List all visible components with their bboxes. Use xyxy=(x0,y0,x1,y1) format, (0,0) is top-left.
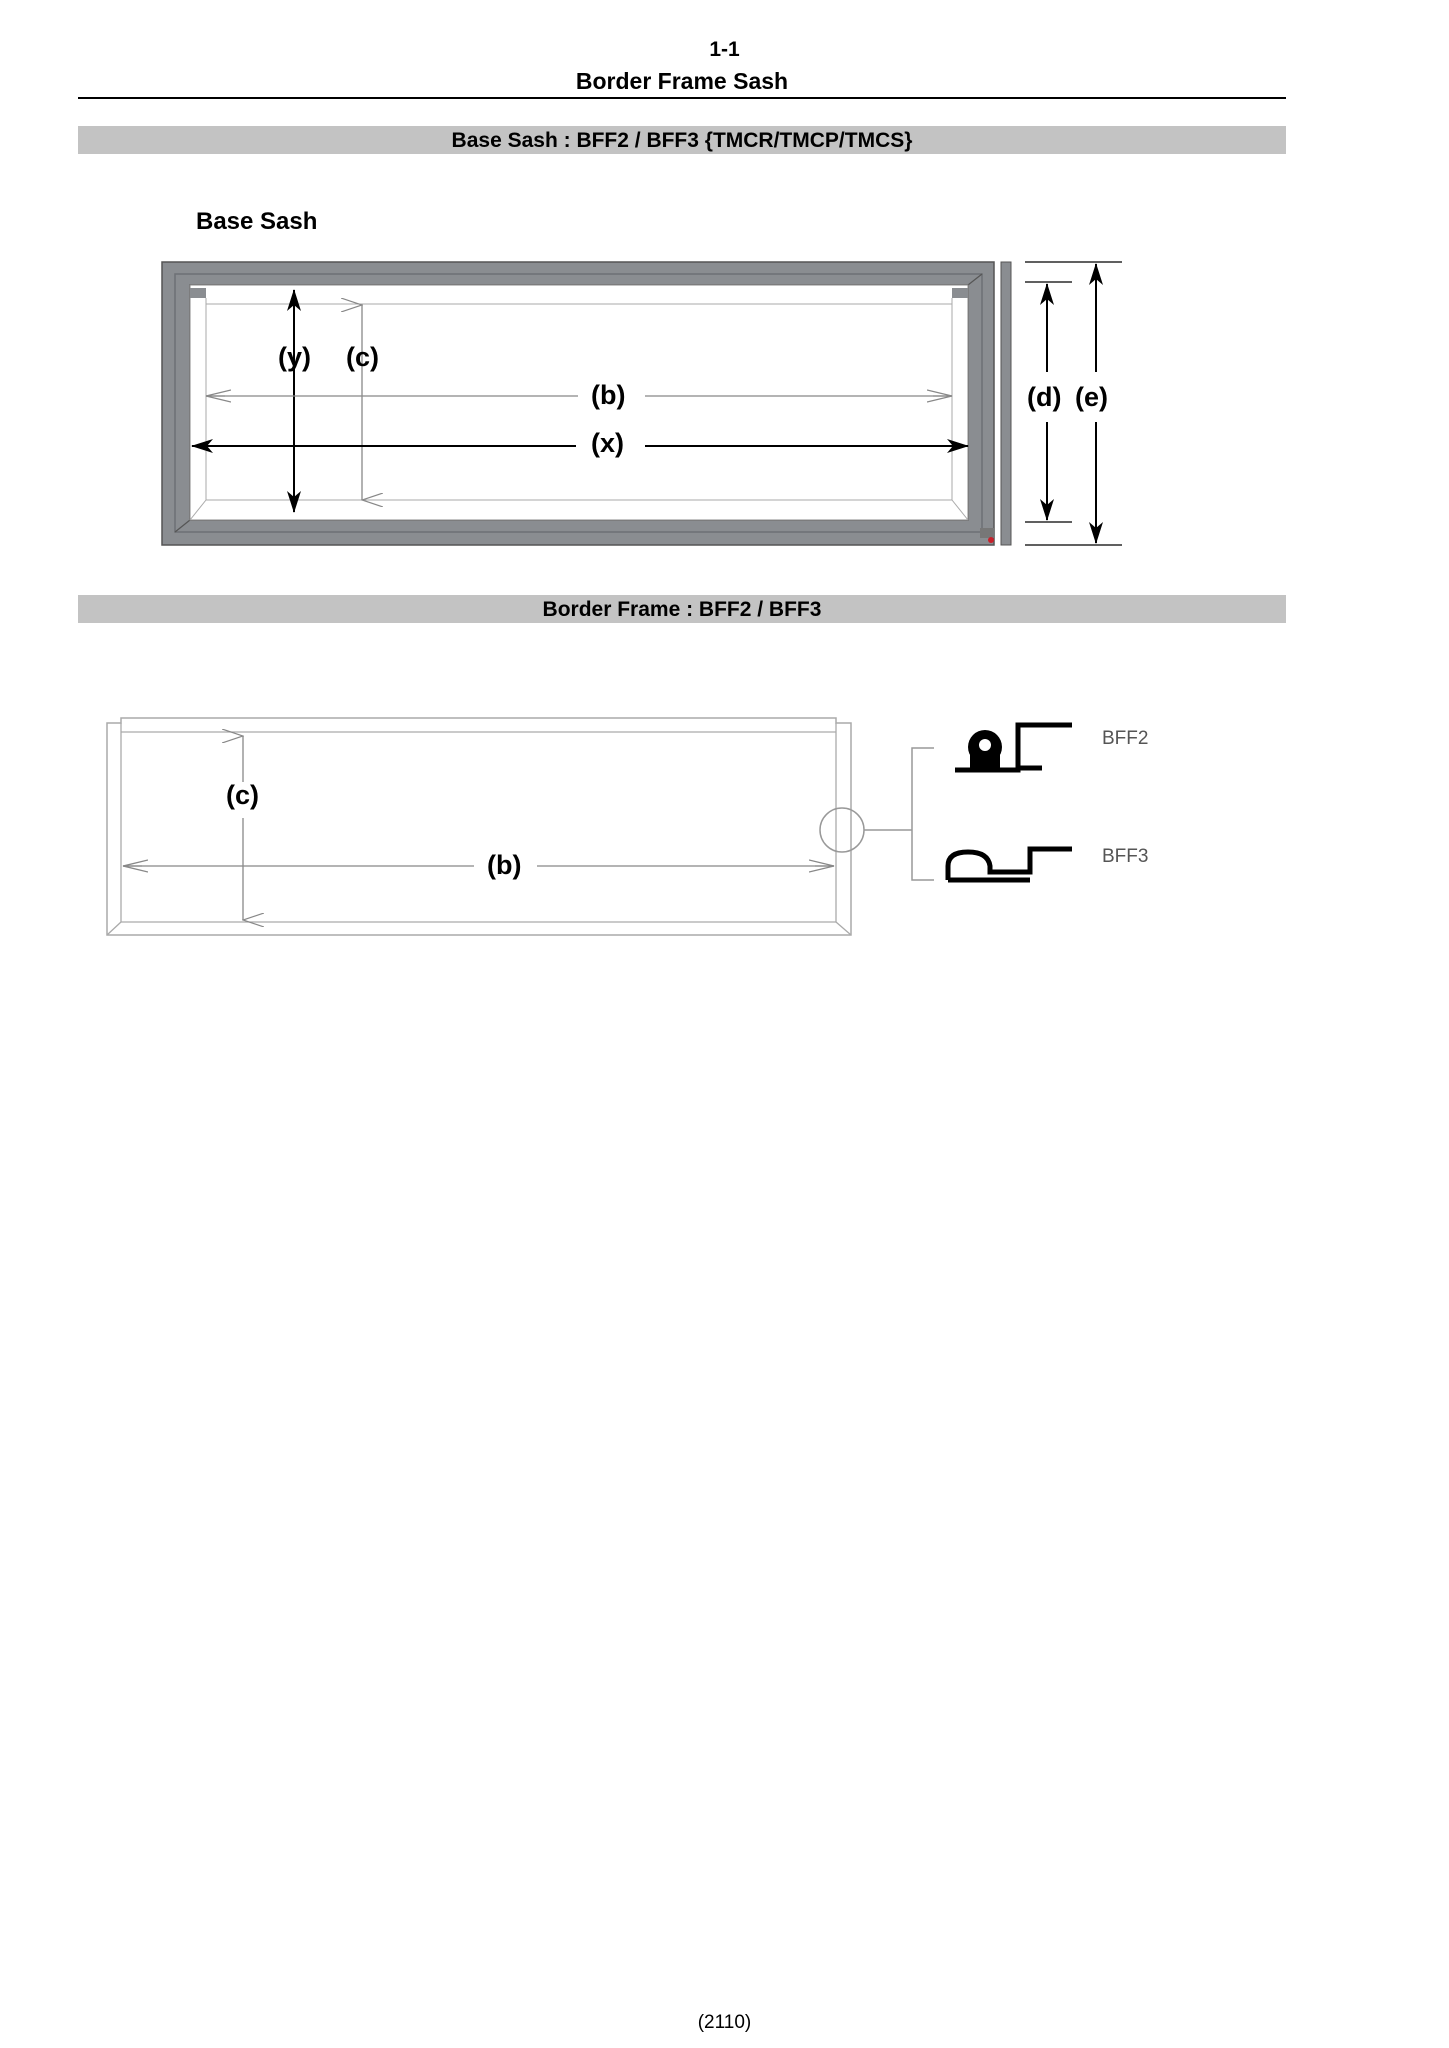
bff2-profile-icon xyxy=(955,725,1072,770)
border-frame-drawing xyxy=(107,718,1148,935)
label-c: (c) xyxy=(346,342,379,372)
profile-callout-circle xyxy=(820,808,864,852)
label-b: (b) xyxy=(591,380,626,410)
label-d: (d) xyxy=(1027,382,1062,412)
page-footer-code: (2110) xyxy=(697,2012,752,2033)
label-y: (y) xyxy=(278,342,311,372)
section-header-base-sash: Base Sash : BFF2 / BFF3 {TMCR/TMCP/TMCS} xyxy=(78,126,1286,154)
page-title: Border Frame Sash xyxy=(575,68,789,94)
sash-glass-area xyxy=(190,285,968,520)
profile-bracket xyxy=(912,748,934,880)
section-header-border-frame: Border Frame : BFF2 / BFF3 xyxy=(78,595,1286,623)
sash-right-stile xyxy=(1001,262,1011,545)
frame-label-b: (b) xyxy=(487,850,522,880)
label-e: (e) xyxy=(1075,382,1108,412)
bff2-label: BFF2 xyxy=(1102,728,1149,749)
frame-label-c: (c) xyxy=(226,780,259,810)
bff3-label: BFF3 xyxy=(1102,846,1149,867)
base-sash-heading: Base Sash xyxy=(196,208,318,235)
page-number: 1-1 xyxy=(709,38,740,61)
border-frame-outline xyxy=(107,718,851,935)
bff3-profile-icon xyxy=(948,849,1072,880)
label-x: (x) xyxy=(591,428,624,458)
base-sash-drawing xyxy=(162,262,1122,545)
